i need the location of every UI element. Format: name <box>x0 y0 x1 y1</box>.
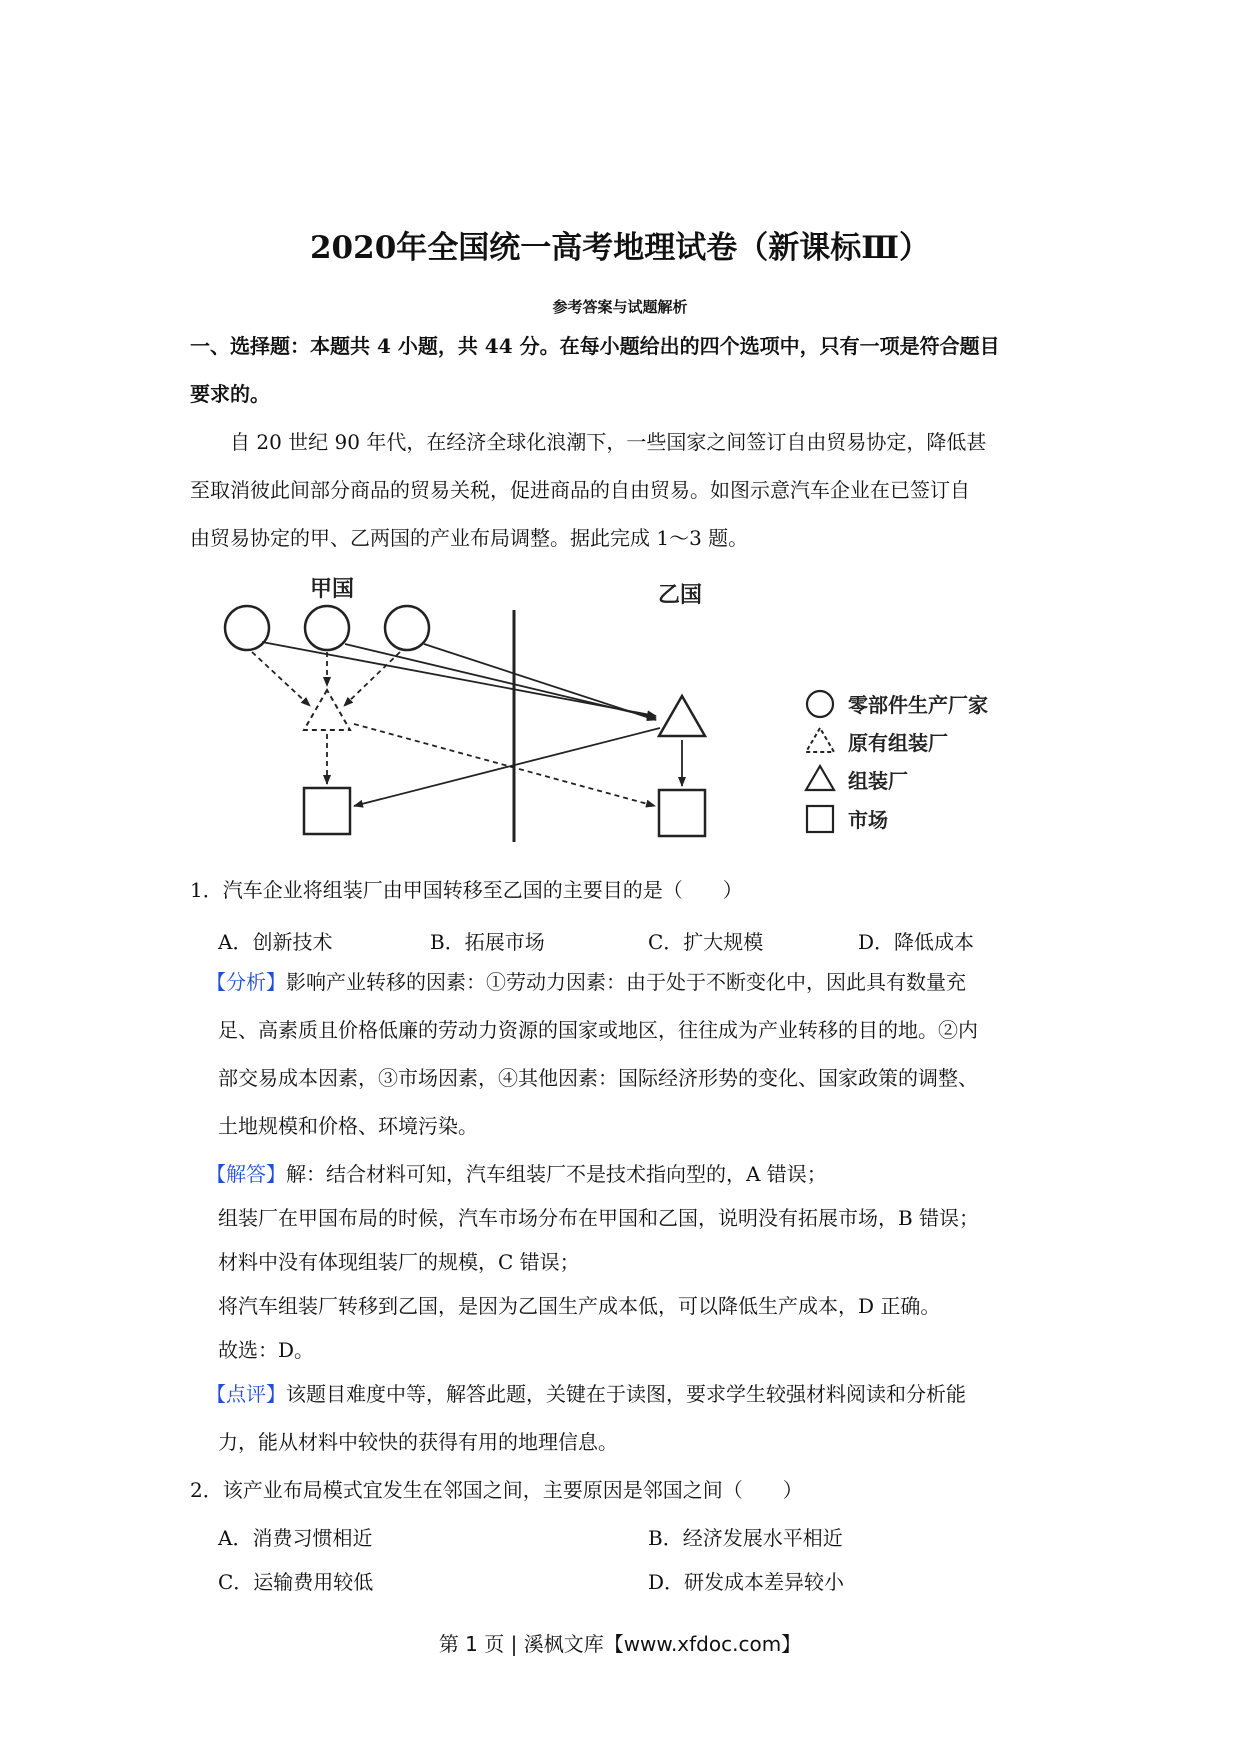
q2-stem: 2．该产业布局模式宜发生在邻国之间，主要原因是邻国之间（ ） <box>190 1478 803 1502</box>
q1-option-a: A．创新技术 <box>218 930 333 954</box>
q1-answer-line2: 组装厂在甲国布局的时候，汽车市场分布在甲国和乙国，说明没有拓展市场，B 错误； <box>218 1206 980 1230</box>
q2-option-c: C．运输费用较低 <box>218 1570 374 1594</box>
market-country-b <box>659 790 705 836</box>
legend-market: 市场 <box>848 808 888 832</box>
q1-option-b: B．拓展市场 <box>430 930 545 954</box>
analysis-tag: 【分析】 <box>206 970 286 994</box>
answer-tag: 【解答】 <box>206 1162 286 1186</box>
q1-analysis-line4: 土地规模和价格、环境污染。 <box>218 1114 478 1138</box>
q1-comment-line1 <box>206 1370 966 1418</box>
legend-assembly: 组装厂 <box>848 769 908 793</box>
dashed-triangle-icon <box>806 728 834 752</box>
q1-stem: 1．汽车企业将组装厂由甲国转移至乙国的主要目的是（ ） <box>190 878 743 902</box>
circle-icon <box>807 691 833 717</box>
page-title: 2020年全国统一高考地理试卷（新课标Ⅲ） <box>309 230 931 266</box>
page-subtitle: 参考答案与试题解析 <box>552 298 688 316</box>
q1-comment-line2: 力，能从材料中较快的获得有用的地理信息。 <box>218 1430 618 1454</box>
triangle-icon <box>806 766 834 790</box>
q1-option-d: D．降低成本 <box>858 930 975 954</box>
page-footer: 第 1 页 | 溪枫文库【www.xfdoc.com】 <box>438 1632 802 1656</box>
q1-analysis-line3: 部交易成本因素，③市场因素，④其他因素：国际经济形势的变化、国家政策的调整、 <box>218 1066 978 1090</box>
section-heading-line1: 一、选择题：本题共 4 小题，共 44 分。在每小题给出的四个选项中，只有一项是符合题目 <box>190 334 1000 358</box>
parts-producer-2 <box>305 606 349 650</box>
comment-tag: 【点评】 <box>206 1382 286 1406</box>
comment-text-1: 该题目难度中等，解答此题，关键在于读图，要求学生较强材料阅读和分析能 <box>286 1382 966 1406</box>
original-assembly-plant <box>304 690 350 730</box>
industry-layout-figure <box>200 566 1060 856</box>
q1-analysis-line2: 足、高素质且价格低廉的劳动力资源的国家或地区，往往成为产业转移的目的地。②内 <box>218 1018 978 1042</box>
market-country-a <box>304 788 350 834</box>
legend-original-assembly: 原有组装厂 <box>848 731 948 755</box>
q1-answer-line5: 故选：D。 <box>218 1338 315 1362</box>
intro-line1: 自 20 世纪 90 年代，在经济全球化浪潮下，一些国家之间签订自由贸易协定，降低甚 <box>230 430 987 454</box>
q2-option-b: B．经济发展水平相近 <box>648 1526 843 1550</box>
q2-option-a: A．消费习惯相近 <box>218 1526 373 1550</box>
country-b-label: 乙国 <box>658 583 703 608</box>
q1-answer-line1 <box>206 1150 827 1198</box>
intro-line2: 至取消彼此间部分商品的贸易关税，促进商品的自由贸易。如图示意汽车企业在已签订自 <box>190 478 970 502</box>
q2-option-d: D．研发成本差异较小 <box>648 1570 845 1594</box>
parts-producer-3 <box>385 606 429 650</box>
section-heading <box>190 322 1060 418</box>
q1-analysis-line1 <box>206 958 966 1006</box>
answer-text-1: 解：结合材料可知，汽车组装厂不是技术指向型的，A 错误； <box>286 1162 827 1186</box>
intro-line3: 由贸易协定的甲、乙两国的产业布局调整。据此完成 1～3 题。 <box>190 526 749 550</box>
assembly-plant <box>659 696 705 736</box>
parts-producer-1 <box>225 606 269 650</box>
country-a-label: 甲国 <box>310 577 355 602</box>
legend-parts-producer: 零部件生产厂家 <box>848 693 988 717</box>
q1-answer-line3: 材料中没有体现组装厂的规模，C 错误； <box>218 1250 580 1274</box>
q1-option-c: C．扩大规模 <box>648 930 764 954</box>
square-icon <box>807 806 833 832</box>
analysis-text-1: 影响产业转移的因素：①劳动力因素：由于处于不断变化中，因此具有数量充 <box>286 970 966 994</box>
q1-answer-line4: 将汽车组装厂转移到乙国，是因为乙国生产成本低，可以降低生产成本，D 正确。 <box>218 1294 941 1318</box>
section-heading-line2: 要求的。 <box>190 382 270 406</box>
